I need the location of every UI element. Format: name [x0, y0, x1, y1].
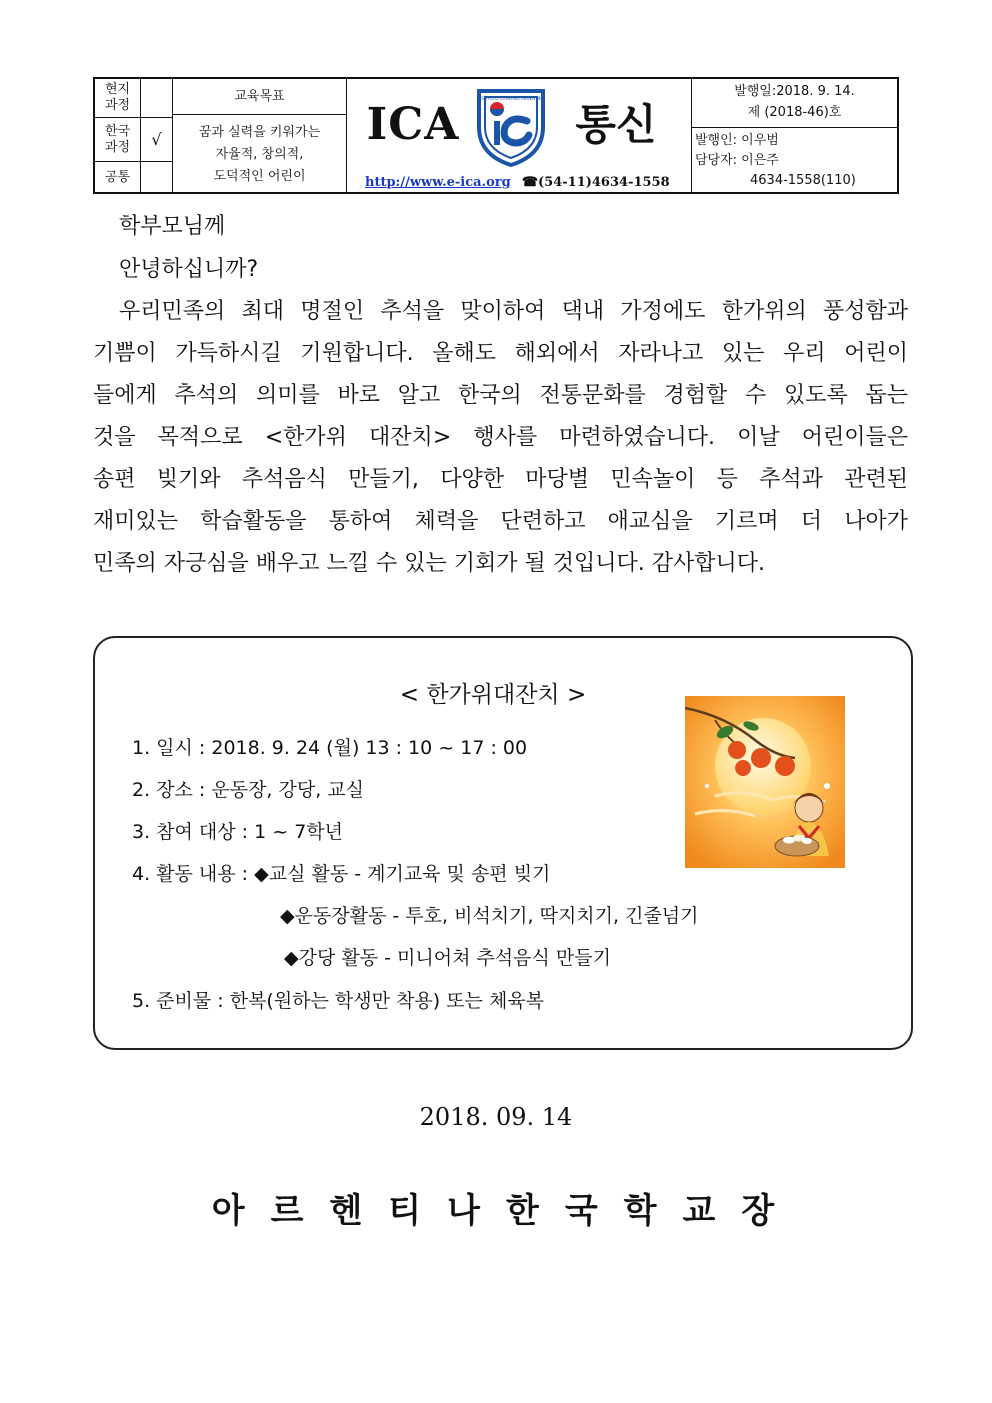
newsletter-title-tongsin: 통신 [575, 100, 657, 149]
event-title: < 한가위대잔치 > [399, 682, 587, 708]
letter-line: 우리민족의 최대 명절인 추석을 맞이하여 댁내 가정에도 한가위의 풍성함과 [119, 299, 908, 324]
category-local: 현지 과정 [104, 82, 131, 113]
newsletter-title-ica: ICA [366, 99, 460, 150]
event-item-activity-field: ◆운동장활동 - 투호, 비석치기, 딱지치기, 긴줄넘기 [280, 905, 699, 927]
category-korean: 한국 과정 [104, 123, 131, 155]
school-phone: ☎(54-11)4634-1558 [521, 175, 670, 190]
issue-date: 발행일:2018. 9. 14. [734, 84, 855, 99]
letter-line: 기쁨이 가득하시길 기원합니다. 올해도 해외에서 자라나고 있는 우리 어린이 [93, 341, 908, 366]
goal-label: 교육목표 [234, 88, 285, 104]
chuseok-illustration [685, 696, 845, 868]
letter-line: 것을 목적으로 <한가위 대잔치> 행사를 마련하였습니다. 이날 어린이들은 [93, 425, 908, 450]
event-item-place: 2. 장소 : 운동장, 강당, 교실 [132, 779, 364, 801]
category-common: 공통 [104, 170, 131, 185]
logo-caption: INSTITUTO COREANO ARGENTINO [477, 96, 545, 101]
letter-line-last: 민족의 자긍심을 배우고 느낄 수 있는 기회가 될 것입니다. 감사합니다. [93, 551, 765, 576]
school-website-link[interactable]: http://www.e-ica.org [365, 175, 511, 190]
publisher: 발행인: 이우범 [695, 133, 779, 148]
document-date: 2018. 09. 14 [419, 1103, 573, 1131]
salutation: 학부모님께 [119, 214, 226, 239]
event-item-activity-hall: ◆강당 활동 - 미니어쳐 추석음식 만들기 [284, 947, 611, 969]
manager-phone: 4634-1558(110) [750, 173, 856, 188]
school-logo [473, 87, 549, 167]
letter-line: 재미있는 학습활동을 통하여 체력을 단련하고 애교심을 기르며 더 나아가 [93, 509, 908, 534]
check-mark: √ [151, 129, 162, 149]
letter-line: 송편 빚기와 추석음식 만들기, 다양한 마당별 민속놀이 등 추석과 관련된 [93, 467, 908, 492]
letter-line: 들에게 추석의 의미를 바로 알고 한국의 전통문화를 경험할 수 있도록 돕는 [93, 383, 908, 408]
goal-text: 꿈과 실력을 키워가는 자율적, 창의적, 도덕적인 어린이 [198, 124, 321, 184]
letter-paragraph [93, 291, 908, 585]
newsletter-header [93, 77, 899, 194]
manager: 담당자: 이은주 [695, 153, 779, 168]
principal-signature: 아르헨티나한국학교장 [211, 1191, 801, 1231]
event-item-activities: 4. 활동 내용 : ◆교실 활동 - 계기교육 및 송편 빚기 [132, 863, 551, 885]
greeting: 안녕하십니까? [119, 257, 259, 282]
event-item-participants: 3. 참여 대상 : 1 ~ 7학년 [132, 821, 343, 843]
issue-number: 제 (2018-46)호 [747, 105, 842, 120]
event-item-date: 1. 일시 : 2018. 9. 24 (월) 13 : 10 ~ 17 : 00 [132, 737, 528, 759]
event-item-supplies: 5. 준비물 : 한복(원하는 학생만 착용) 또는 체육복 [132, 990, 545, 1012]
